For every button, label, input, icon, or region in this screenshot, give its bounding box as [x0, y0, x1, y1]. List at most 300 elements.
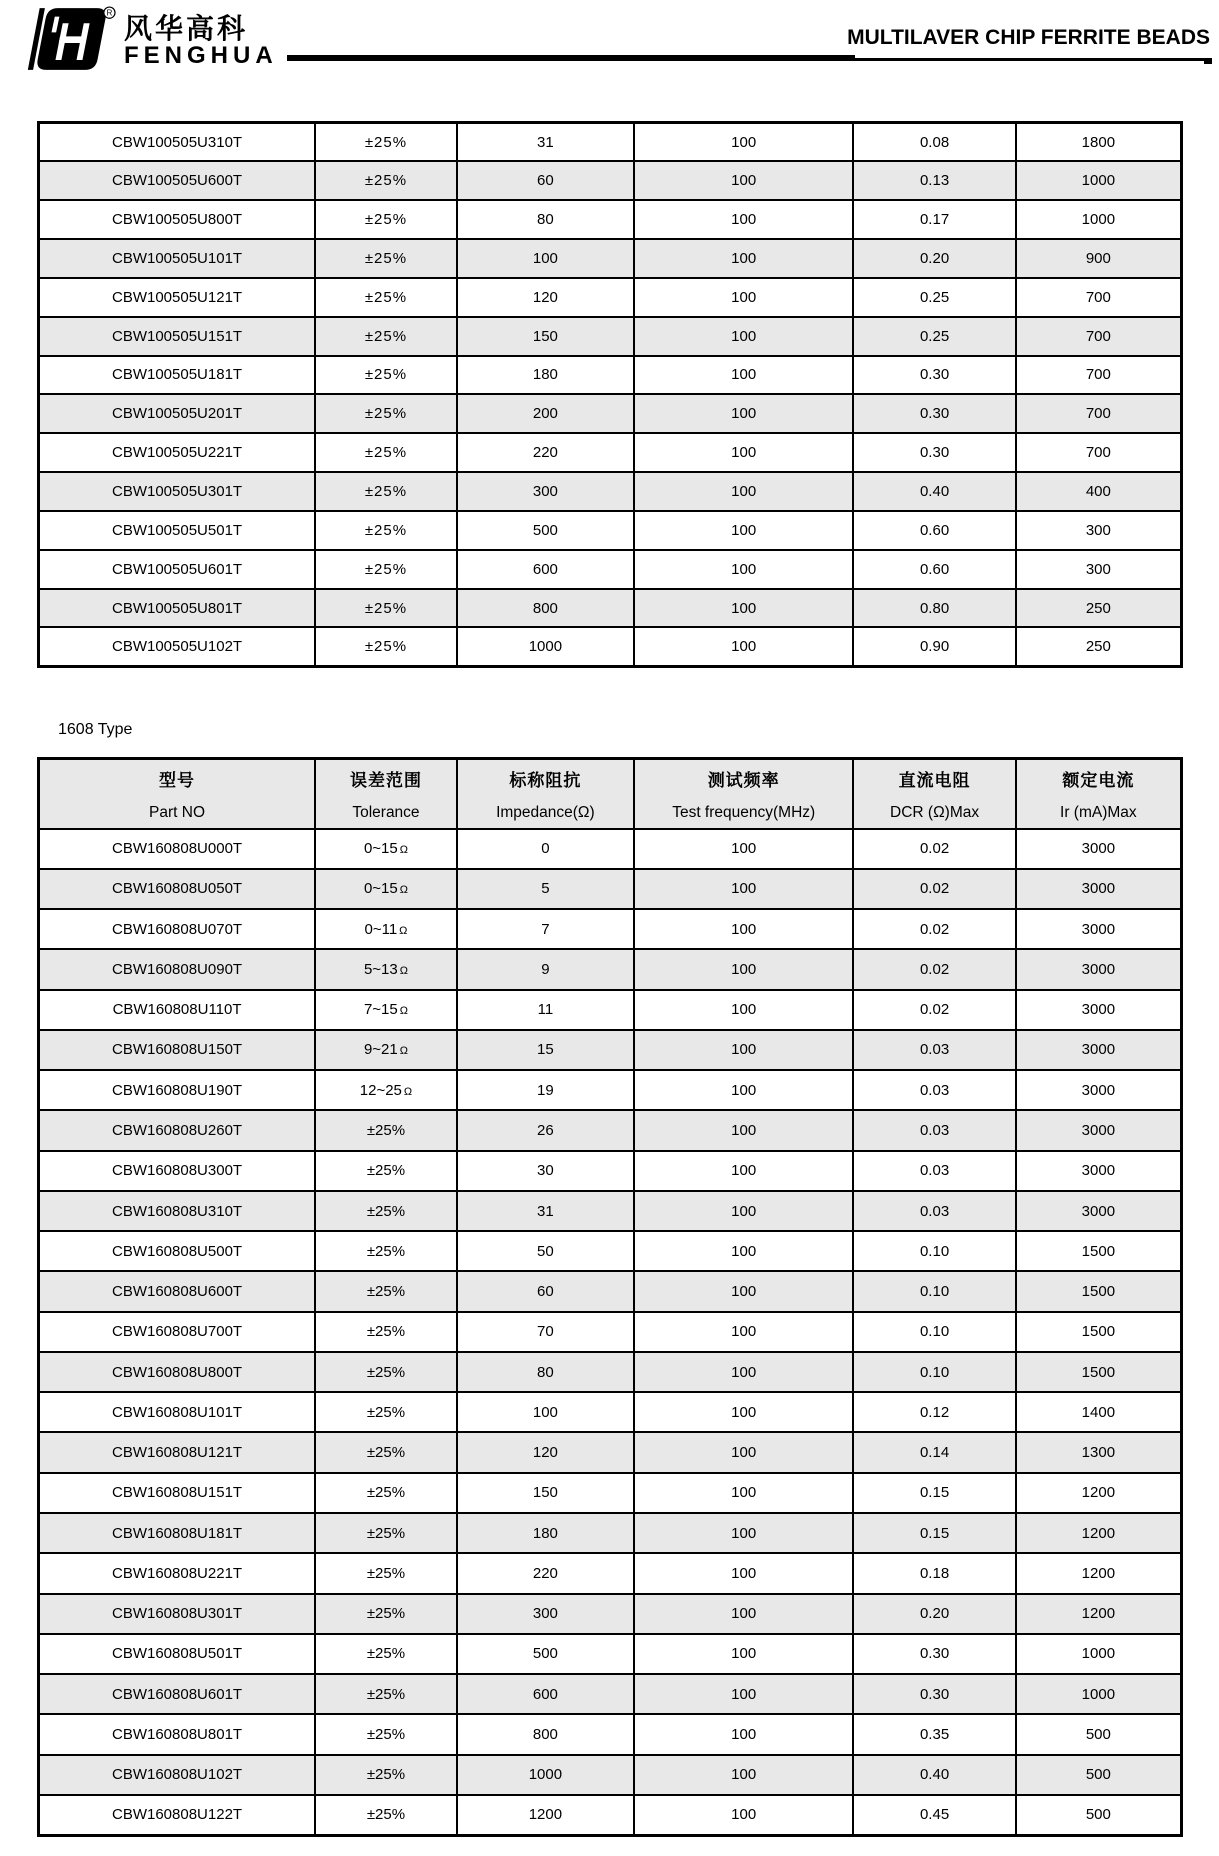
cell-impedance: 1000 — [457, 627, 634, 666]
ohm-unit: Ω — [399, 964, 408, 977]
cell-test-frequency: 100 — [634, 356, 853, 395]
table-row — [39, 1271, 1182, 1311]
cell-test-frequency: 100 — [634, 1070, 853, 1110]
cell-test-frequency: 100 — [634, 550, 853, 589]
cell-ir: 1000 — [1016, 1634, 1182, 1674]
cell-test-frequency: 100 — [634, 433, 853, 472]
cell-part-no: CBW100505U800T — [39, 200, 316, 239]
cell-tolerance: ±25% — [315, 1714, 457, 1754]
cell-impedance: 180 — [457, 1513, 634, 1553]
cell-test-frequency: 100 — [634, 1594, 853, 1634]
cell-ir: 3000 — [1016, 1070, 1182, 1110]
cell-dcr: 0.35 — [853, 1714, 1015, 1754]
cell-impedance: 50 — [457, 1231, 634, 1271]
cell-tolerance: ±25% — [315, 1231, 457, 1271]
cell-tolerance: 5~13 Ω — [315, 949, 457, 989]
cell-ir: 700 — [1016, 317, 1182, 356]
cell-tolerance: ±25% — [315, 394, 457, 433]
column-header-cn: 测试频率 — [707, 770, 780, 790]
cell-tolerance: ±25% — [315, 433, 457, 472]
cell-dcr: 0.20 — [853, 1594, 1015, 1634]
cell-ir: 1500 — [1016, 1352, 1182, 1392]
cell-ir: 3000 — [1016, 1030, 1182, 1070]
cell-impedance: 9 — [457, 949, 634, 989]
cell-dcr: 0.25 — [853, 278, 1015, 317]
cell-part-no: CBW100505U301T — [39, 472, 316, 511]
cell-part-no: CBW160808U000T — [39, 829, 316, 869]
cell-impedance: 60 — [457, 161, 634, 200]
cell-test-frequency: 100 — [634, 239, 853, 278]
cell-tolerance: ±25% — [315, 1513, 457, 1553]
table-row — [39, 161, 1182, 200]
table-row — [39, 394, 1182, 433]
spec-table-1608 — [37, 757, 1183, 1837]
section-label-1608-type: 1608 Type — [58, 721, 133, 738]
table-row — [39, 239, 1182, 278]
cell-impedance: 0 — [457, 829, 634, 869]
table-row — [39, 1312, 1182, 1352]
cell-ir: 1000 — [1016, 161, 1182, 200]
cell-test-frequency: 100 — [634, 472, 853, 511]
table-row — [39, 1714, 1182, 1754]
cell-dcr: 0.30 — [853, 433, 1015, 472]
cell-impedance: 300 — [457, 472, 634, 511]
cell-tolerance: ±25% — [315, 1795, 457, 1835]
cell-impedance: 31 — [457, 123, 634, 162]
cell-ir: 3000 — [1016, 829, 1182, 869]
cell-ir: 1800 — [1016, 123, 1182, 162]
cell-ir: 1400 — [1016, 1392, 1182, 1432]
cell-dcr: 0.10 — [853, 1271, 1015, 1311]
cell-dcr: 0.15 — [853, 1473, 1015, 1513]
cell-impedance: 120 — [457, 1432, 634, 1472]
header-rule-thick — [287, 55, 855, 61]
header-rule-tick — [1204, 61, 1212, 64]
cell-dcr: 0.90 — [853, 627, 1015, 666]
cell-test-frequency: 100 — [634, 1352, 853, 1392]
cell-test-frequency: 100 — [634, 909, 853, 949]
cell-test-frequency: 100 — [634, 1432, 853, 1472]
cell-ir: 1500 — [1016, 1231, 1182, 1271]
cell-tolerance: ±25% — [315, 550, 457, 589]
cell-part-no: CBW100505U601T — [39, 550, 316, 589]
registered-mark: R — [106, 8, 113, 18]
column-header-cn: 标称阻抗 — [509, 770, 582, 790]
table-row — [39, 1070, 1182, 1110]
cell-ir: 3000 — [1016, 909, 1182, 949]
ohm-unit: Ω — [399, 844, 408, 857]
cell-impedance: 1000 — [457, 1755, 634, 1795]
brand-name-en: FENGHUA — [124, 42, 278, 70]
cell-ir: 700 — [1016, 278, 1182, 317]
column-header-en: Ir (mA)Max — [1060, 803, 1137, 821]
cell-part-no: CBW160808U102T — [39, 1755, 316, 1795]
table-header — [39, 759, 1182, 829]
cell-ir: 700 — [1016, 433, 1182, 472]
cell-part-no: CBW100505U102T — [39, 627, 316, 666]
cell-dcr: 0.10 — [853, 1312, 1015, 1352]
cell-impedance: 600 — [457, 1674, 634, 1714]
cell-test-frequency: 100 — [634, 161, 853, 200]
cell-ir: 3000 — [1016, 1110, 1182, 1150]
cell-part-no: CBW160808U190T — [39, 1070, 316, 1110]
cell-part-no: CBW100505U501T — [39, 511, 316, 550]
ohm-unit: Ω — [399, 924, 408, 937]
cell-ir: 1500 — [1016, 1271, 1182, 1311]
cell-test-frequency: 100 — [634, 1513, 853, 1553]
table-row — [39, 433, 1182, 472]
cell-dcr: 0.45 — [853, 1795, 1015, 1835]
cell-dcr: 0.02 — [853, 909, 1015, 949]
cell-test-frequency: 100 — [634, 394, 853, 433]
cell-impedance: 800 — [457, 1714, 634, 1754]
table-row — [39, 1795, 1182, 1835]
cell-test-frequency: 100 — [634, 1674, 853, 1714]
cell-dcr: 0.12 — [853, 1392, 1015, 1432]
column-header-test-frequency — [634, 759, 853, 829]
cell-test-frequency: 100 — [634, 990, 853, 1030]
brand-text — [124, 14, 278, 68]
cell-test-frequency: 100 — [634, 829, 853, 869]
fenghua-logo-icon — [14, 6, 116, 72]
cell-tolerance: ±25% — [315, 1191, 457, 1231]
cell-ir: 400 — [1016, 472, 1182, 511]
cell-impedance: 11 — [457, 990, 634, 1030]
cell-part-no: CBW160808U101T — [39, 1392, 316, 1432]
table-row — [39, 1352, 1182, 1392]
cell-tolerance: 0~15 Ω — [315, 829, 457, 869]
cell-dcr: 0.30 — [853, 1634, 1015, 1674]
cell-tolerance: ±25% — [315, 1432, 457, 1472]
cell-tolerance: ±25% — [315, 589, 457, 628]
cell-test-frequency: 100 — [634, 1553, 853, 1593]
column-header-impedance — [457, 759, 634, 829]
cell-impedance: 150 — [457, 317, 634, 356]
cell-tolerance: ±25% — [315, 1110, 457, 1150]
cell-dcr: 0.20 — [853, 239, 1015, 278]
table-row — [39, 1030, 1182, 1070]
cell-test-frequency: 100 — [634, 1110, 853, 1150]
column-header-en: Impedance(Ω) — [496, 803, 595, 821]
cell-ir: 300 — [1016, 511, 1182, 550]
cell-part-no: CBW100505U181T — [39, 356, 316, 395]
table-row — [39, 909, 1182, 949]
cell-dcr: 0.02 — [853, 869, 1015, 909]
cell-ir: 1200 — [1016, 1513, 1182, 1553]
cell-test-frequency: 100 — [634, 627, 853, 666]
cell-test-frequency: 100 — [634, 1030, 853, 1070]
cell-impedance: 300 — [457, 1594, 634, 1634]
table-row — [39, 1473, 1182, 1513]
column-header-en: DCR (Ω)Max — [890, 803, 980, 821]
cell-dcr: 0.40 — [853, 1755, 1015, 1795]
cell-part-no: CBW160808U110T — [39, 990, 316, 1030]
table-row — [39, 278, 1182, 317]
cell-part-no: CBW160808U181T — [39, 1513, 316, 1553]
cell-test-frequency: 100 — [634, 200, 853, 239]
table-row — [39, 1594, 1182, 1634]
table-row — [39, 200, 1182, 239]
cell-test-frequency: 100 — [634, 1271, 853, 1311]
cell-dcr: 0.02 — [853, 990, 1015, 1030]
cell-part-no: CBW160808U070T — [39, 909, 316, 949]
cell-tolerance: 0~15 Ω — [315, 869, 457, 909]
column-header-en: Test frequency(MHz) — [672, 803, 816, 821]
cell-part-no: CBW160808U500T — [39, 1231, 316, 1271]
cell-part-no: CBW100505U310T — [39, 123, 316, 162]
cell-impedance: 600 — [457, 550, 634, 589]
cell-test-frequency: 100 — [634, 317, 853, 356]
cell-test-frequency: 100 — [634, 1795, 853, 1835]
cell-part-no: CBW160808U310T — [39, 1191, 316, 1231]
cell-part-no: CBW100505U121T — [39, 278, 316, 317]
table-row — [39, 1553, 1182, 1593]
brand-name-cn: 风华高科 — [124, 13, 249, 44]
cell-tolerance: 7~15 Ω — [315, 990, 457, 1030]
column-header-cn: 型号 — [159, 770, 196, 790]
cell-part-no: CBW160808U151T — [39, 1473, 316, 1513]
table-row — [39, 589, 1182, 628]
cell-tolerance: ±25% — [315, 1553, 457, 1593]
cell-tolerance: ±25% — [315, 1151, 457, 1191]
table-row — [39, 317, 1182, 356]
cell-ir: 300 — [1016, 550, 1182, 589]
cell-dcr: 0.08 — [853, 123, 1015, 162]
table-row — [39, 627, 1182, 666]
page-title: MULTILAVER CHIP FERRITE BEADS — [847, 26, 1210, 49]
cell-ir: 3000 — [1016, 949, 1182, 989]
cell-test-frequency: 100 — [634, 278, 853, 317]
cell-impedance: 220 — [457, 433, 634, 472]
cell-tolerance: ±25% — [315, 1473, 457, 1513]
cell-dcr: 0.30 — [853, 1674, 1015, 1714]
column-header-dcr — [853, 759, 1015, 829]
cell-test-frequency: 100 — [634, 949, 853, 989]
cell-impedance: 26 — [457, 1110, 634, 1150]
cell-ir: 250 — [1016, 627, 1182, 666]
cell-tolerance: 9~21 Ω — [315, 1030, 457, 1070]
cell-dcr: 0.10 — [853, 1352, 1015, 1392]
cell-impedance: 80 — [457, 200, 634, 239]
cell-test-frequency: 100 — [634, 589, 853, 628]
cell-tolerance: ±25% — [315, 200, 457, 239]
cell-part-no: CBW100505U101T — [39, 239, 316, 278]
table-row — [39, 1392, 1182, 1432]
cell-part-no: CBW160808U150T — [39, 1030, 316, 1070]
cell-ir: 1000 — [1016, 200, 1182, 239]
cell-part-no: CBW160808U221T — [39, 1553, 316, 1593]
cell-ir: 900 — [1016, 239, 1182, 278]
cell-part-no: CBW160808U122T — [39, 1795, 316, 1835]
cell-test-frequency: 100 — [634, 869, 853, 909]
spec-table-1005 — [37, 121, 1183, 668]
cell-dcr: 0.17 — [853, 200, 1015, 239]
cell-dcr: 0.10 — [853, 1231, 1015, 1271]
column-header-cn: 误差范围 — [349, 770, 422, 790]
cell-dcr: 0.15 — [853, 1513, 1015, 1553]
cell-dcr: 0.80 — [853, 589, 1015, 628]
cell-part-no: CBW160808U121T — [39, 1432, 316, 1472]
table-row — [39, 1191, 1182, 1231]
cell-ir: 500 — [1016, 1795, 1182, 1835]
cell-impedance: 500 — [457, 511, 634, 550]
cell-tolerance: ±25% — [315, 1755, 457, 1795]
cell-tolerance: ±25% — [315, 472, 457, 511]
cell-dcr: 0.30 — [853, 356, 1015, 395]
cell-dcr: 0.03 — [853, 1110, 1015, 1150]
cell-impedance: 19 — [457, 1070, 634, 1110]
cell-tolerance: ±25% — [315, 1634, 457, 1674]
cell-part-no: CBW160808U800T — [39, 1352, 316, 1392]
cell-ir: 700 — [1016, 356, 1182, 395]
cell-test-frequency: 100 — [634, 1312, 853, 1352]
cell-part-no: CBW100505U801T — [39, 589, 316, 628]
cell-test-frequency: 100 — [634, 1231, 853, 1271]
cell-impedance: 180 — [457, 356, 634, 395]
table-row — [39, 869, 1182, 909]
table-row — [39, 123, 1182, 162]
cell-tolerance: 0~11 Ω — [315, 909, 457, 949]
cell-test-frequency: 100 — [634, 1473, 853, 1513]
cell-tolerance: ±25% — [315, 278, 457, 317]
cell-impedance: 80 — [457, 1352, 634, 1392]
ohm-unit: Ω — [403, 1085, 413, 1098]
cell-dcr: 0.03 — [853, 1070, 1015, 1110]
cell-dcr: 0.25 — [853, 317, 1015, 356]
table-row — [39, 511, 1182, 550]
cell-test-frequency: 100 — [634, 1634, 853, 1674]
cell-dcr: 0.03 — [853, 1191, 1015, 1231]
cell-test-frequency: 100 — [634, 1151, 853, 1191]
cell-ir: 250 — [1016, 589, 1182, 628]
column-header-part-no — [39, 759, 316, 829]
table-row — [39, 1151, 1182, 1191]
cell-part-no: CBW160808U501T — [39, 1634, 316, 1674]
ohm-unit: Ω — [399, 1005, 408, 1018]
cell-dcr: 0.14 — [853, 1432, 1015, 1472]
cell-part-no: CBW160808U301T — [39, 1594, 316, 1634]
cell-impedance: 500 — [457, 1634, 634, 1674]
cell-part-no: CBW160808U600T — [39, 1271, 316, 1311]
cell-tolerance: ±25% — [315, 239, 457, 278]
cell-impedance: 30 — [457, 1151, 634, 1191]
cell-impedance: 60 — [457, 1271, 634, 1311]
cell-ir: 1000 — [1016, 1674, 1182, 1714]
table-row — [39, 550, 1182, 589]
cell-test-frequency: 100 — [634, 1392, 853, 1432]
cell-impedance: 220 — [457, 1553, 634, 1593]
cell-test-frequency: 100 — [634, 123, 853, 162]
cell-dcr: 0.03 — [853, 1030, 1015, 1070]
table-row — [39, 1110, 1182, 1150]
cell-ir: 1200 — [1016, 1473, 1182, 1513]
cell-tolerance: ±25% — [315, 1392, 457, 1432]
cell-test-frequency: 100 — [634, 1755, 853, 1795]
cell-test-frequency: 100 — [634, 1714, 853, 1754]
cell-part-no: CBW160808U801T — [39, 1714, 316, 1754]
cell-tolerance: ±25% — [315, 1312, 457, 1352]
cell-impedance: 70 — [457, 1312, 634, 1352]
cell-part-no: CBW160808U050T — [39, 869, 316, 909]
cell-ir: 500 — [1016, 1755, 1182, 1795]
cell-dcr: 0.03 — [853, 1151, 1015, 1191]
brand-block — [14, 6, 278, 72]
cell-dcr: 0.60 — [853, 550, 1015, 589]
cell-dcr: 0.30 — [853, 394, 1015, 433]
cell-part-no: CBW160808U300T — [39, 1151, 316, 1191]
cell-part-no: CBW100505U600T — [39, 161, 316, 200]
cell-ir: 500 — [1016, 1714, 1182, 1754]
table-row — [39, 356, 1182, 395]
column-header-en: Part NO — [149, 803, 206, 821]
table-row — [39, 1634, 1182, 1674]
cell-tolerance: ±25% — [315, 511, 457, 550]
cell-impedance: 7 — [457, 909, 634, 949]
cell-dcr: 0.18 — [853, 1553, 1015, 1593]
table-row — [39, 990, 1182, 1030]
cell-part-no: CBW160808U700T — [39, 1312, 316, 1352]
cell-tolerance: ±25% — [315, 1594, 457, 1634]
ohm-unit: Ω — [399, 1045, 408, 1058]
table-row — [39, 472, 1182, 511]
cell-ir: 3000 — [1016, 869, 1182, 909]
cell-ir: 3000 — [1016, 1191, 1182, 1231]
table-row — [39, 1513, 1182, 1553]
cell-impedance: 200 — [457, 394, 634, 433]
cell-part-no: CBW100505U201T — [39, 394, 316, 433]
column-header-tolerance — [315, 759, 457, 829]
column-header-ir — [1016, 759, 1182, 829]
column-header-cn: 直流电阻 — [898, 770, 971, 790]
cell-tolerance: ±25% — [315, 317, 457, 356]
cell-tolerance: ±25% — [315, 1271, 457, 1311]
cell-part-no: CBW160808U260T — [39, 1110, 316, 1150]
table-row — [39, 1231, 1182, 1271]
cell-ir: 700 — [1016, 394, 1182, 433]
table-row — [39, 1674, 1182, 1714]
cell-tolerance: ±25% — [315, 123, 457, 162]
column-header-en: Tolerance — [352, 803, 420, 821]
cell-dcr: 0.02 — [853, 829, 1015, 869]
cell-dcr: 0.60 — [853, 511, 1015, 550]
cell-tolerance: ±25% — [315, 161, 457, 200]
header-rule-thin — [855, 58, 1212, 61]
cell-dcr: 0.02 — [853, 949, 1015, 989]
cell-test-frequency: 100 — [634, 511, 853, 550]
cell-tolerance: ±25% — [315, 627, 457, 666]
cell-test-frequency: 100 — [634, 1191, 853, 1231]
cell-tolerance: ±25% — [315, 1674, 457, 1714]
cell-impedance: 15 — [457, 1030, 634, 1070]
table-row — [39, 1432, 1182, 1472]
cell-part-no: CBW100505U151T — [39, 317, 316, 356]
cell-impedance: 120 — [457, 278, 634, 317]
table-row — [39, 1755, 1182, 1795]
cell-impedance: 100 — [457, 239, 634, 278]
cell-tolerance: ±25% — [315, 1352, 457, 1392]
column-header-cn: 额定电流 — [1062, 770, 1135, 790]
cell-dcr: 0.13 — [853, 161, 1015, 200]
table-row — [39, 949, 1182, 989]
cell-impedance: 1200 — [457, 1795, 634, 1835]
ohm-unit: Ω — [399, 884, 408, 897]
cell-impedance: 31 — [457, 1191, 634, 1231]
cell-ir: 3000 — [1016, 990, 1182, 1030]
cell-impedance: 100 — [457, 1392, 634, 1432]
cell-impedance: 800 — [457, 589, 634, 628]
cell-impedance: 150 — [457, 1473, 634, 1513]
cell-tolerance: ±25% — [315, 356, 457, 395]
